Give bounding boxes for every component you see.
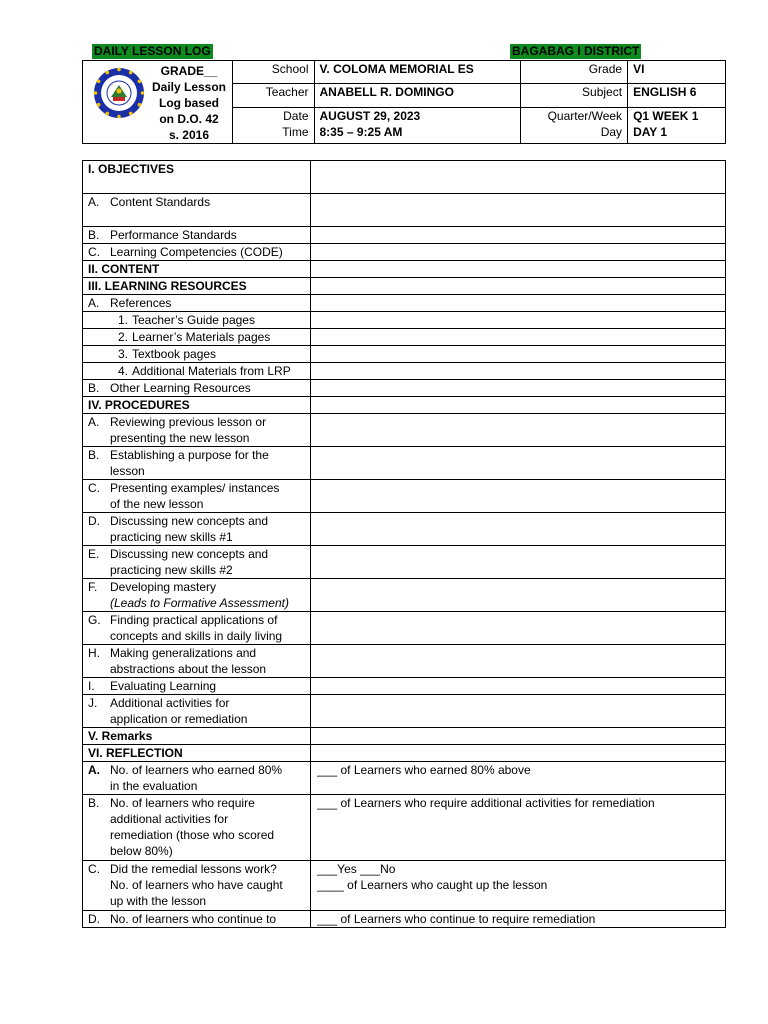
procedure-f-cell[interactable] [311, 579, 726, 612]
table-row [83, 861, 726, 911]
date-time-values: AUGUST 29, 2023 8:35 – 9:25 AM [314, 108, 521, 144]
teacher-label: Teacher [232, 84, 314, 108]
table-row [83, 546, 726, 579]
table-row [83, 762, 726, 795]
deped-seal-icon [93, 67, 145, 119]
table-row [83, 612, 726, 645]
reflection-heading: VI. REFLECTION [83, 745, 311, 762]
table-row [83, 480, 726, 513]
teachers-guide-label: 1. Teacher’s Guide pages [83, 312, 311, 329]
procedures-heading: IV. PROCEDURES [83, 397, 311, 414]
teachers-guide-cell[interactable] [311, 312, 726, 329]
table-row [83, 513, 726, 546]
table-row [83, 227, 726, 244]
table-row [83, 678, 726, 695]
procedure-h-cell[interactable] [311, 645, 726, 678]
procedure-e-label: E. Discussing new concepts and practicing new skills #2 [83, 546, 311, 579]
learning-competencies-cell[interactable] [311, 244, 726, 261]
quarter-day-labels: Quarter/Week Day [521, 108, 628, 144]
title-block-text: GRADE__ Daily Lesson Log based on D.O. 42 s. 2016 [151, 64, 227, 142]
table-row [83, 346, 726, 363]
remarks-cell[interactable] [311, 728, 726, 745]
procedure-d-label: D. Discussing new concepts and practicing new skills #1 [83, 513, 311, 546]
school-label: School [232, 61, 314, 84]
date-time-labels: Date Time [232, 108, 314, 144]
procedure-b-cell[interactable] [311, 447, 726, 480]
table-row [83, 380, 726, 397]
table-row [83, 645, 726, 678]
table-row [83, 579, 726, 612]
learning-resources-cell[interactable] [311, 278, 726, 295]
procedure-c-label: C. Presenting examples/ instances of the new lesson [83, 480, 311, 513]
reflection-a-label: A. No. of learners who earned 80% in the evaluation [83, 762, 311, 795]
learning-competencies-label: C. Learning Competencies (CODE) [83, 244, 311, 261]
additional-materials-label: 4. Additional Materials from LRP [83, 363, 311, 380]
procedures-cell[interactable] [311, 397, 726, 414]
table-row [83, 447, 726, 480]
table-row [83, 911, 726, 928]
objectives-cell[interactable] [311, 161, 726, 194]
procedure-b-label: B. Establishing a purpose for the lesson [83, 447, 311, 480]
table-row [83, 295, 726, 312]
reflection-d-answer[interactable]: ___ of Learners who continue to require remediation [311, 911, 726, 928]
content-standards-cell[interactable] [311, 194, 726, 227]
procedure-i-label: I. Evaluating Learning [83, 678, 311, 695]
table-row [83, 329, 726, 346]
reflection-b-label: B. No. of learners who require additional activities for remediation (those who scored below 80%) [83, 795, 311, 861]
procedure-j-label: J. Additional activities for application or remediation [83, 695, 311, 728]
quarter-day-values: Q1 WEEK 1 DAY 1 [628, 108, 726, 144]
content-cell[interactable] [311, 261, 726, 278]
procedure-f-label: F. Developing mastery (Leads to Formative Assessment) [83, 579, 311, 612]
learning-resources-heading: III. LEARNING RESOURCES [83, 278, 311, 295]
procedure-a-cell[interactable] [311, 414, 726, 447]
procedure-j-cell[interactable] [311, 695, 726, 728]
table-row [83, 363, 726, 380]
learners-materials-label: 2. Learner’s Materials pages [83, 329, 311, 346]
table-row [83, 397, 726, 414]
reflection-a-answer[interactable]: ___ of Learners who earned 80% above [311, 762, 726, 795]
procedure-g-label: G. Finding practical applications of concepts and skills in daily living [83, 612, 311, 645]
performance-standards-cell[interactable] [311, 227, 726, 244]
objectives-heading: I. OBJECTIVES [83, 161, 311, 194]
performance-standards-label: B. Performance Standards [83, 227, 311, 244]
content-heading: II. CONTENT [83, 261, 311, 278]
content-standards-label: A. Content Standards [83, 194, 311, 227]
procedure-i-cell[interactable] [311, 678, 726, 695]
subject-label: Subject [521, 84, 628, 108]
procedure-h-label: H. Making generalizations and abstractions about the lesson [83, 645, 311, 678]
table-row [83, 312, 726, 329]
procedure-e-cell[interactable] [311, 546, 726, 579]
procedure-a-label: A. Reviewing previous lesson or presenting the new lesson [83, 414, 311, 447]
table-row [83, 194, 726, 227]
remarks-heading: V. Remarks [83, 728, 311, 745]
table-row [83, 161, 726, 194]
procedure-g-cell[interactable] [311, 612, 726, 645]
reflection-d-label: D. No. of learners who continue to [83, 911, 311, 928]
lesson-log-table [82, 160, 726, 928]
table-row [83, 728, 726, 745]
reflection-c-label: C. Did the remedial lessons work? No. of learners who have caught up with the lesson [83, 861, 311, 911]
references-label: A. References [83, 295, 311, 312]
textbook-pages-label: 3. Textbook pages [83, 346, 311, 363]
procedure-c-cell[interactable] [311, 480, 726, 513]
other-resources-cell[interactable] [311, 380, 726, 397]
grade-value: VI [628, 61, 726, 84]
procedure-d-cell[interactable] [311, 513, 726, 546]
additional-materials-cell[interactable] [311, 363, 726, 380]
district-tag: BAGABAG I DISTRICT [512, 44, 640, 58]
title-block [83, 61, 233, 144]
table-row [83, 795, 726, 861]
table-row [83, 695, 726, 728]
table-row [83, 414, 726, 447]
header-table [82, 60, 726, 144]
table-row [83, 278, 726, 295]
school-value: V. COLOMA MEMORIAL ES [314, 61, 521, 84]
references-cell[interactable] [311, 295, 726, 312]
reflection-cell[interactable] [311, 745, 726, 762]
textbook-pages-cell[interactable] [311, 346, 726, 363]
table-row [83, 244, 726, 261]
grade-label: Grade [521, 61, 628, 84]
daily-lesson-log-tag: DAILY LESSON LOG [94, 44, 211, 58]
table-row [83, 745, 726, 762]
subject-value: ENGLISH 6 [628, 84, 726, 108]
teacher-value: ANABELL R. DOMINGO [314, 84, 521, 108]
table-row [83, 261, 726, 278]
reflection-c-answer[interactable]: ___Yes ___No ____ of Learners who caught up the lesson [311, 861, 726, 911]
learners-materials-cell[interactable] [311, 329, 726, 346]
reflection-b-answer[interactable]: ___ of Learners who require additional activities for remediation [311, 795, 726, 861]
other-resources-label: B. Other Learning Resources [83, 380, 311, 397]
